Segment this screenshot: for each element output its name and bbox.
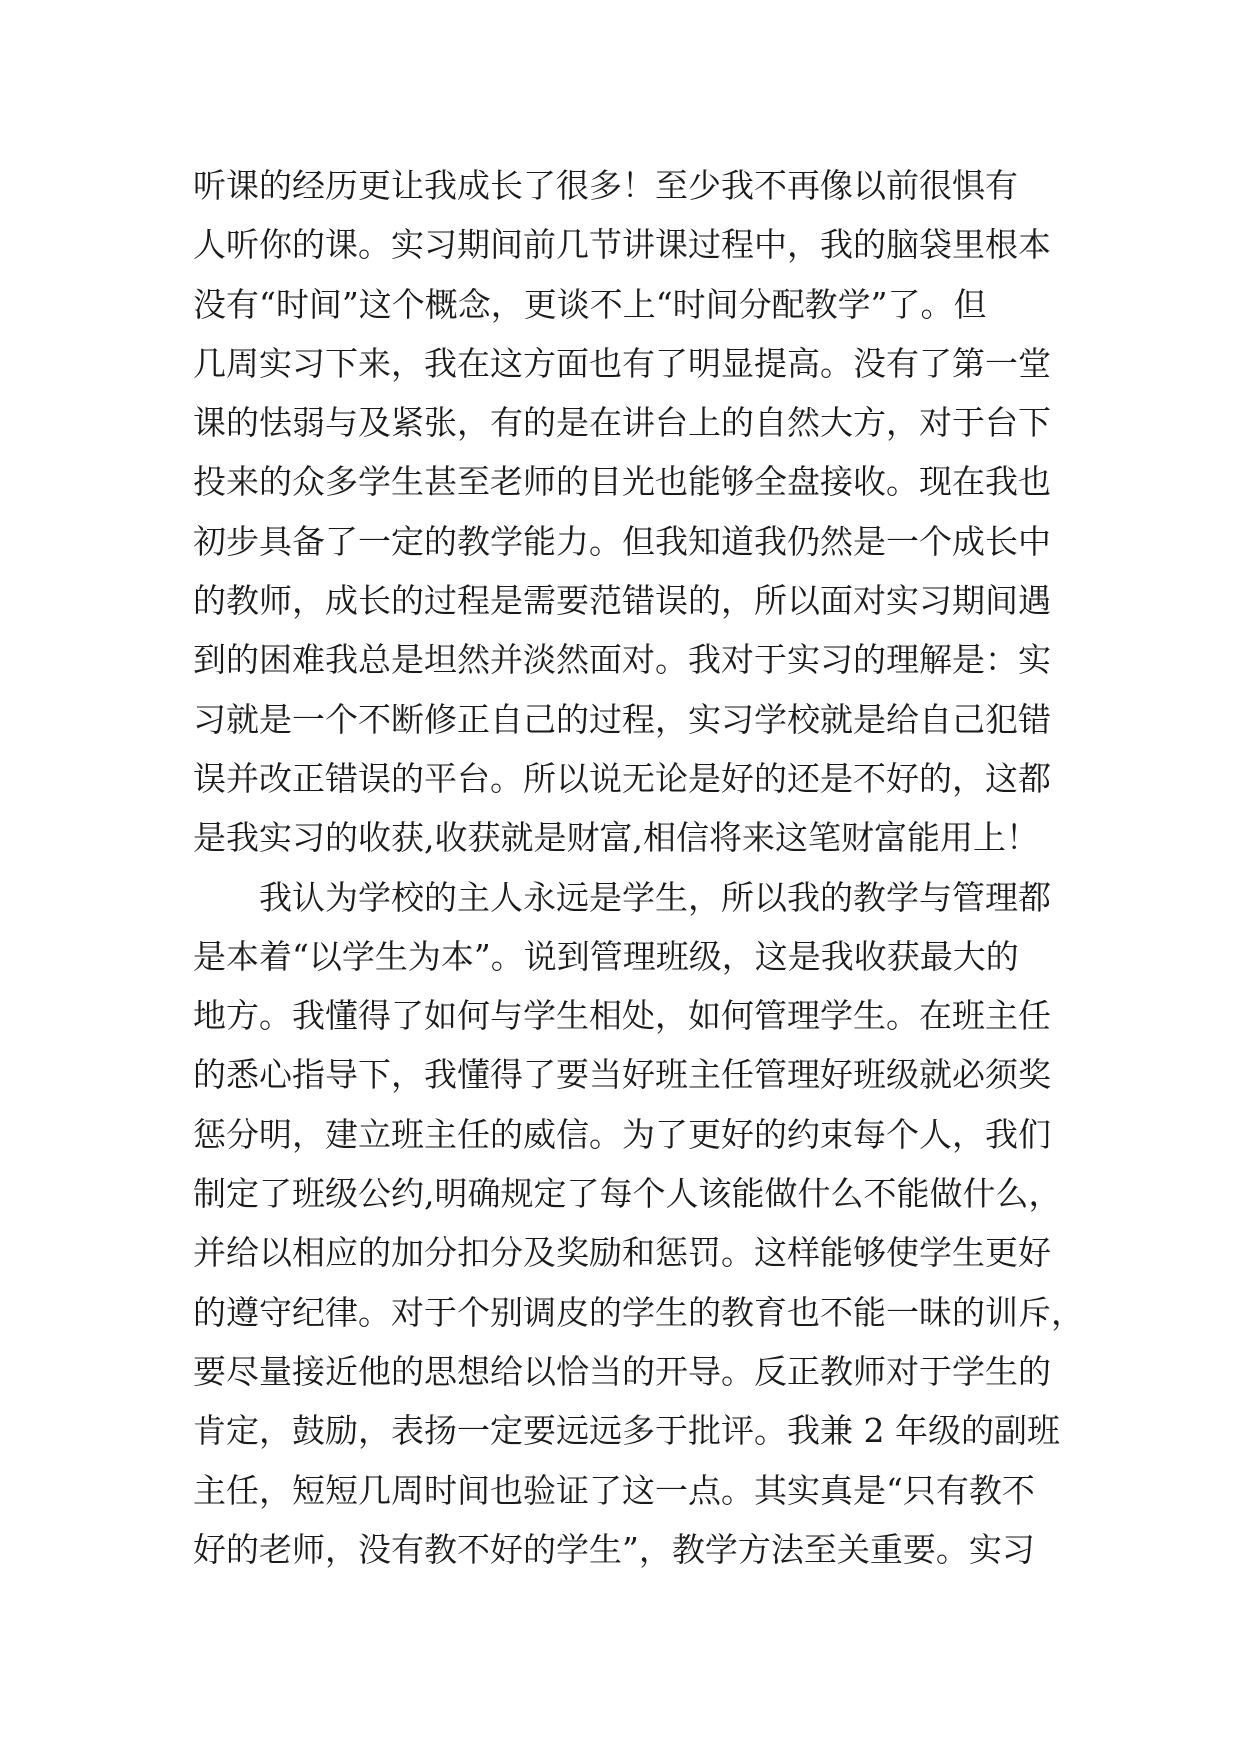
text-line: 的遵守纪律。对于个别调皮的学生的教育也不能一昧的训斥，	[193, 1292, 1084, 1332]
text-line: 惩分明，建立班主任的威信。为了更好的约束每个人，我们	[193, 1114, 1051, 1154]
paragraph-1	[193, 156, 1053, 868]
text-line: 是本着“以学生为本”。说到管理班级，这是我收获最大的	[193, 936, 1019, 976]
text-line: 误并改正错误的平台。所以说无论是好的还是不好的，这都	[193, 758, 1051, 798]
paragraph-2	[193, 868, 1084, 1580]
text-line: 制定了班级公约,明确规定了每个人该能做什么不能做什么，	[193, 1174, 1062, 1214]
text-line: 到的困难我总是坦然并淡然面对。我对于实习的理解是：实	[193, 640, 1051, 680]
text-line: 几周实习下来，我在这方面也有了明显提高。没有了第一堂	[193, 343, 1051, 383]
text-line: 课的怯弱与及紧张，有的是在讲台上的自然大方，对于台下	[193, 403, 1051, 443]
text-line: 肯定，鼓励，表扬一定要远远多于批评。我兼 2 年级的副班	[193, 1411, 1060, 1451]
text-line: 好的老师，没有教不好的学生”，教学方法至关重要。实习	[193, 1529, 1035, 1569]
text-line: 要尽量接近他的思想给以恰当的开导。反正教师对于学生的	[193, 1351, 1051, 1391]
text-line: 主任，短短几周时间也验证了这一点。其实真是“只有教不	[193, 1470, 1035, 1510]
text-line: 听课的经历更让我成长了很多！至少我不再像以前很惧有	[193, 166, 1018, 205]
text-line: 并给以相应的加分扣分及奖励和惩罚。这样能够使学生更好	[193, 1233, 1051, 1273]
text-line: 的悉心指导下，我懂得了要当好班主任管理好班级就必须奖	[193, 1055, 1051, 1095]
text-line: 人听你的课。实习期间前几节讲课过程中，我的脑袋里根本	[193, 225, 1051, 265]
text-line: 习就是一个不断修正自己的过程，实习学校就是给自己犯错	[193, 699, 1051, 739]
text-line: 的教师，成长的过程是需要范错误的，所以面对实习期间遇	[193, 581, 1051, 621]
text-line: 投来的众多学生甚至老师的目光也能够全盘接收。现在我也	[193, 462, 1051, 502]
text-line: 初步具备了一定的教学能力。但我知道我仍然是一个成长中	[193, 521, 1051, 561]
text-line: 没有“时间”这个概念，更谈不上“时间分配教学”了。但	[193, 284, 987, 324]
text-line: 我认为学校的主人永远是学生，所以我的教学与管理都	[259, 877, 1051, 917]
document-body	[193, 156, 1084, 1579]
text-line: 是我实习的收获,收获就是财富,相信将来这笔财富能用上！	[193, 818, 1039, 858]
text-line: 地方。我懂得了如何与学生相处，如何管理学生。在班主任	[193, 996, 1051, 1036]
